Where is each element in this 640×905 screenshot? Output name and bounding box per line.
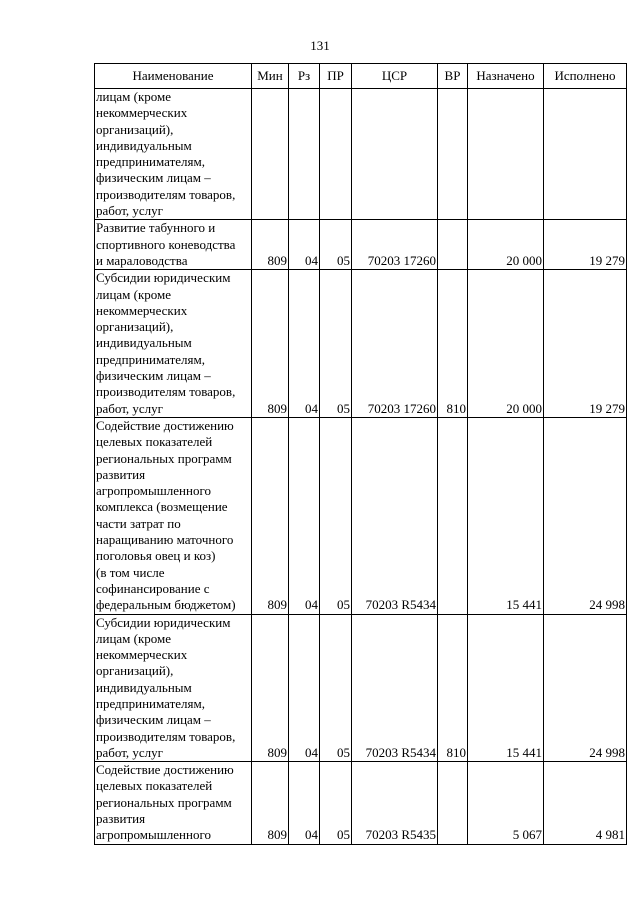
cell-min: 809	[252, 220, 289, 270]
table-row	[95, 417, 627, 614]
cell-vr	[438, 89, 468, 220]
cell-ispolneno	[544, 89, 627, 220]
cell-naznacheno: 20 000	[468, 220, 544, 270]
cell-csr: 70203 R5434	[352, 614, 438, 762]
cell-rz: 04	[289, 270, 320, 418]
cell-vr: 810	[438, 614, 468, 762]
table-row	[95, 220, 627, 270]
cell-rz: 04	[289, 220, 320, 270]
cell-rz: 04	[289, 417, 320, 614]
cell-pr: 05	[320, 762, 352, 844]
cell-pr: 05	[320, 614, 352, 762]
cell-naznacheno: 20 000	[468, 270, 544, 418]
cell-ispolneno: 19 279	[544, 220, 627, 270]
cell-ispolneno: 24 998	[544, 417, 627, 614]
cell-csr: 70203 17260	[352, 220, 438, 270]
cell-csr	[352, 89, 438, 220]
cell-vr	[438, 417, 468, 614]
cell-min: 809	[252, 270, 289, 418]
header-csr: ЦСР	[352, 64, 438, 89]
cell-min: 809	[252, 417, 289, 614]
cell-ispolneno: 19 279	[544, 270, 627, 418]
cell-name: Содействие достижению целевых показателей региональных программ развития агропромышленного	[95, 762, 252, 844]
cell-naznacheno: 15 441	[468, 417, 544, 614]
cell-min: 809	[252, 762, 289, 844]
cell-vr	[438, 762, 468, 844]
cell-ispolneno: 24 998	[544, 614, 627, 762]
header-min: Мин	[252, 64, 289, 89]
header-name: Наименование	[95, 64, 252, 89]
cell-name: лицам (кроме некоммерческих организаций), индивидуальным предпринимателям, физическим лицам – производителям товаров, работ, услуг	[95, 89, 252, 220]
budget-table	[94, 63, 627, 845]
table-row	[95, 270, 627, 418]
cell-name: Субсидии юридическим лицам (кроме некоммерческих организаций), индивидуальным предпринимателям, физическим лицам – производителям товаров, работ, услуг	[95, 270, 252, 418]
cell-naznacheno	[468, 89, 544, 220]
cell-pr: 05	[320, 270, 352, 418]
table-row	[95, 762, 627, 844]
cell-vr	[438, 220, 468, 270]
cell-name: Развитие табунного и спортивного коневодства и мараловодства	[95, 220, 252, 270]
header-pr: ПР	[320, 64, 352, 89]
cell-name: Содействие достижению целевых показателей региональных программ развития агропромышленного комплекса (возмещение части затрат по наращиванию маточного поголовья овец и коз) (в том числе софинансирование с федеральным бюджетом)	[95, 417, 252, 614]
header-vr: ВР	[438, 64, 468, 89]
cell-rz: 04	[289, 762, 320, 844]
cell-pr: 05	[320, 417, 352, 614]
cell-rz: 04	[289, 614, 320, 762]
cell-pr	[320, 89, 352, 220]
cell-naznacheno: 15 441	[468, 614, 544, 762]
table-row	[95, 614, 627, 762]
cell-min	[252, 89, 289, 220]
cell-csr: 70203 R5435	[352, 762, 438, 844]
cell-name: Субсидии юридическим лицам (кроме некоммерческих организаций), индивидуальным предпринимателям, физическим лицам – производителям товаров, работ, услуг	[95, 614, 252, 762]
cell-csr: 70203 17260	[352, 270, 438, 418]
cell-csr: 70203 R5434	[352, 417, 438, 614]
table-row	[95, 89, 627, 220]
cell-vr: 810	[438, 270, 468, 418]
header-ispolneno: Исполнено	[544, 64, 627, 89]
table-body	[95, 89, 627, 845]
cell-pr: 05	[320, 220, 352, 270]
cell-min: 809	[252, 614, 289, 762]
page-number: 131	[310, 38, 330, 53]
cell-ispolneno: 4 981	[544, 762, 627, 844]
table-header	[95, 64, 627, 89]
cell-rz	[289, 89, 320, 220]
header-rz: Рз	[289, 64, 320, 89]
cell-naznacheno: 5 067	[468, 762, 544, 844]
header-naznacheno: Назначено	[468, 64, 544, 89]
